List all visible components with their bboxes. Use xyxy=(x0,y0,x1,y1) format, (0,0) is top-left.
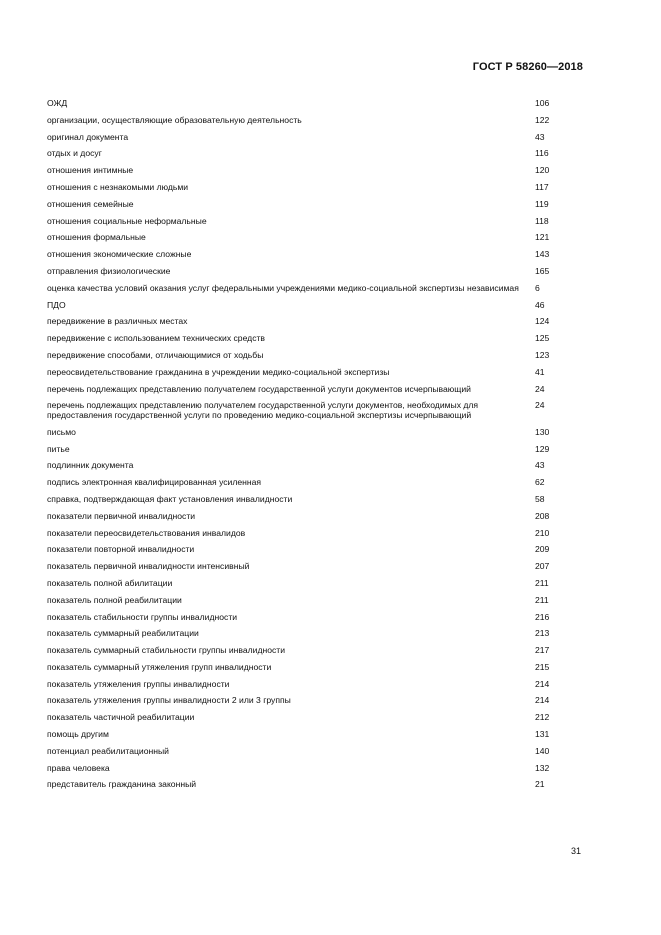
index-term: письмо xyxy=(47,426,76,437)
index-entry xyxy=(47,165,567,182)
index-entry xyxy=(47,232,567,249)
index-entry xyxy=(47,544,567,561)
index-page-number: 214 xyxy=(535,678,550,689)
index-term: питье xyxy=(47,443,70,454)
index-term: отношения формальные xyxy=(47,232,146,243)
index-term: отправления физиологические xyxy=(47,265,171,276)
index-entry xyxy=(47,444,567,461)
index-list xyxy=(47,98,567,796)
index-page-number: 217 xyxy=(535,645,550,656)
index-page-number: 24 xyxy=(535,383,545,394)
index-page-number: 213 xyxy=(535,628,550,639)
index-entry xyxy=(47,216,567,233)
index-term: подпись электронная квалифицированная усиленная xyxy=(47,477,262,488)
index-entry xyxy=(47,266,567,283)
index-entry xyxy=(47,98,567,115)
index-entry xyxy=(47,400,567,426)
index-page-number: 121 xyxy=(535,232,550,243)
index-term: показатель суммарный реабилитации xyxy=(47,628,199,639)
index-term: передвижение способами, отличающимися от ходьбы xyxy=(47,349,264,360)
index-term: оценка качества условий оказания услуг федеральными учреждениями медико-социальной экспертизы независимая xyxy=(47,282,519,293)
index-term: показатели первичной инвалидности xyxy=(47,510,196,521)
index-page-number: 165 xyxy=(535,265,550,276)
index-term: организации, осуществляющие образовательную деятельность xyxy=(47,114,302,125)
index-term: отношения экономические сложные xyxy=(47,249,192,260)
index-term: представитель гражданина законный xyxy=(47,779,197,790)
index-entry xyxy=(47,367,567,384)
index-term: права человека xyxy=(47,762,110,773)
index-term: отношения с незнакомыми людьми xyxy=(47,181,189,192)
index-entry xyxy=(47,249,567,266)
index-term: отношения семейные xyxy=(47,198,134,209)
index-term: показатель стабильности группы инвалидности xyxy=(47,611,238,622)
index-page-number: 125 xyxy=(535,333,550,344)
index-entry xyxy=(47,148,567,165)
index-page-number: 62 xyxy=(535,477,545,488)
index-entry xyxy=(47,132,567,149)
index-entry xyxy=(47,578,567,595)
index-term: показатель суммарный стабильности группы инвалидности xyxy=(47,645,286,656)
index-term: подлинник документа xyxy=(47,460,134,471)
index-entry xyxy=(47,460,567,477)
index-term: перечень подлежащих представлению получателем государственной услуги документов исчерпывающий xyxy=(47,383,471,394)
page-number: 31 xyxy=(570,846,581,856)
index-term: отношения социальные неформальные xyxy=(47,215,207,226)
index-page-number: 21 xyxy=(535,779,545,790)
index-entry xyxy=(47,712,567,729)
index-term: передвижение в различных местах xyxy=(47,316,188,327)
index-page-number: 129 xyxy=(535,443,550,454)
index-page-number: 119 xyxy=(535,198,549,209)
index-page-number: 140 xyxy=(535,745,550,756)
index-page-number: 132 xyxy=(535,762,550,773)
index-entry xyxy=(47,182,567,199)
index-term: справка, подтверждающая факт установления инвалидности xyxy=(47,493,293,504)
index-page-number: 209 xyxy=(535,544,550,555)
index-entry xyxy=(47,283,567,300)
index-page-number: 116 xyxy=(535,148,549,159)
index-page-number: 216 xyxy=(535,611,550,622)
index-entry xyxy=(47,628,567,645)
index-page-number: 212 xyxy=(535,712,550,723)
index-page-number: 122 xyxy=(535,114,550,125)
index-term: переосвидетельствование гражданина в учреждении медико-социальной экспертизы xyxy=(47,366,390,377)
index-term: показатель утяжеления группы инвалидности 2 или 3 группы xyxy=(47,695,291,706)
index-page-number: 207 xyxy=(535,561,550,572)
index-term: перечень подлежащих представлению получателем государственной услуги документов, необходимых для предоставления государственной услуги по проведению медико-социальной экспертизы исчерпывающий xyxy=(47,400,479,420)
index-entry xyxy=(47,494,567,511)
index-entry xyxy=(47,199,567,216)
index-entry xyxy=(47,316,567,333)
index-page-number: 46 xyxy=(535,299,545,310)
index-page-number: 118 xyxy=(535,215,549,226)
index-page-number: 124 xyxy=(535,316,550,327)
index-entry xyxy=(47,645,567,662)
index-page-number: 120 xyxy=(535,165,550,176)
document-header: ГОСТ Р 58260—2018 xyxy=(472,61,583,73)
index-page-number: 210 xyxy=(535,527,550,538)
index-page-number: 123 xyxy=(535,349,550,360)
index-entry xyxy=(47,350,567,367)
index-term: показатель полной реабилитации xyxy=(47,594,182,605)
index-page-number: 130 xyxy=(535,426,550,437)
index-entry xyxy=(47,477,567,494)
index-term: помощь другим xyxy=(47,729,109,740)
index-term: отношения интимные xyxy=(47,165,134,176)
index-page-number: 131 xyxy=(535,729,550,740)
index-term: показатель частичной реабилитации xyxy=(47,712,195,723)
index-page-number: 58 xyxy=(535,493,545,504)
index-page-number: 41 xyxy=(535,366,545,377)
index-page-number: 106 xyxy=(535,98,550,108)
index-term: ПДО xyxy=(47,299,66,310)
index-page-number: 208 xyxy=(535,510,550,521)
index-entry xyxy=(47,779,567,796)
index-entry xyxy=(47,729,567,746)
index-page-number: 6 xyxy=(535,282,540,293)
index-entry xyxy=(47,679,567,696)
index-entry xyxy=(47,595,567,612)
index-entry xyxy=(47,427,567,444)
index-term: показатели повторной инвалидности xyxy=(47,544,195,555)
index-entry xyxy=(47,333,567,350)
index-entry xyxy=(47,561,567,578)
index-page-number: 211 xyxy=(535,594,549,605)
index-entry xyxy=(47,528,567,545)
index-entry xyxy=(47,746,567,763)
index-entry xyxy=(47,115,567,132)
index-entry xyxy=(47,763,567,780)
index-term: ОЖД xyxy=(47,98,68,108)
index-entry xyxy=(47,300,567,317)
index-term: передвижение с использованием технических средств xyxy=(47,333,265,344)
index-page-number: 214 xyxy=(535,695,550,706)
index-term: показатель первичной инвалидности интенсивный xyxy=(47,561,250,572)
index-term: отдых и досуг xyxy=(47,148,102,159)
index-entry xyxy=(47,511,567,528)
index-entry xyxy=(47,384,567,401)
index-term: оригинал документа xyxy=(47,131,129,142)
index-term: потенциал реабилитационный xyxy=(47,745,169,756)
index-page-number: 143 xyxy=(535,249,550,260)
index-entry xyxy=(47,612,567,629)
index-entry xyxy=(47,662,567,679)
index-term: показатели переосвидетельствования инвалидов xyxy=(47,527,246,538)
index-page-number: 43 xyxy=(535,460,545,471)
index-page-number: 211 xyxy=(535,577,549,588)
index-page-number: 215 xyxy=(535,661,550,672)
index-page-number: 117 xyxy=(535,181,549,192)
index-entry xyxy=(47,695,567,712)
index-page-number: 24 xyxy=(535,400,545,411)
index-term: показатель суммарный утяжеления групп инвалидности xyxy=(47,661,272,672)
index-page-number: 43 xyxy=(535,131,545,142)
index-term: показатель полной абилитации xyxy=(47,577,173,588)
index-term: показатель утяжеления группы инвалидности xyxy=(47,678,230,689)
